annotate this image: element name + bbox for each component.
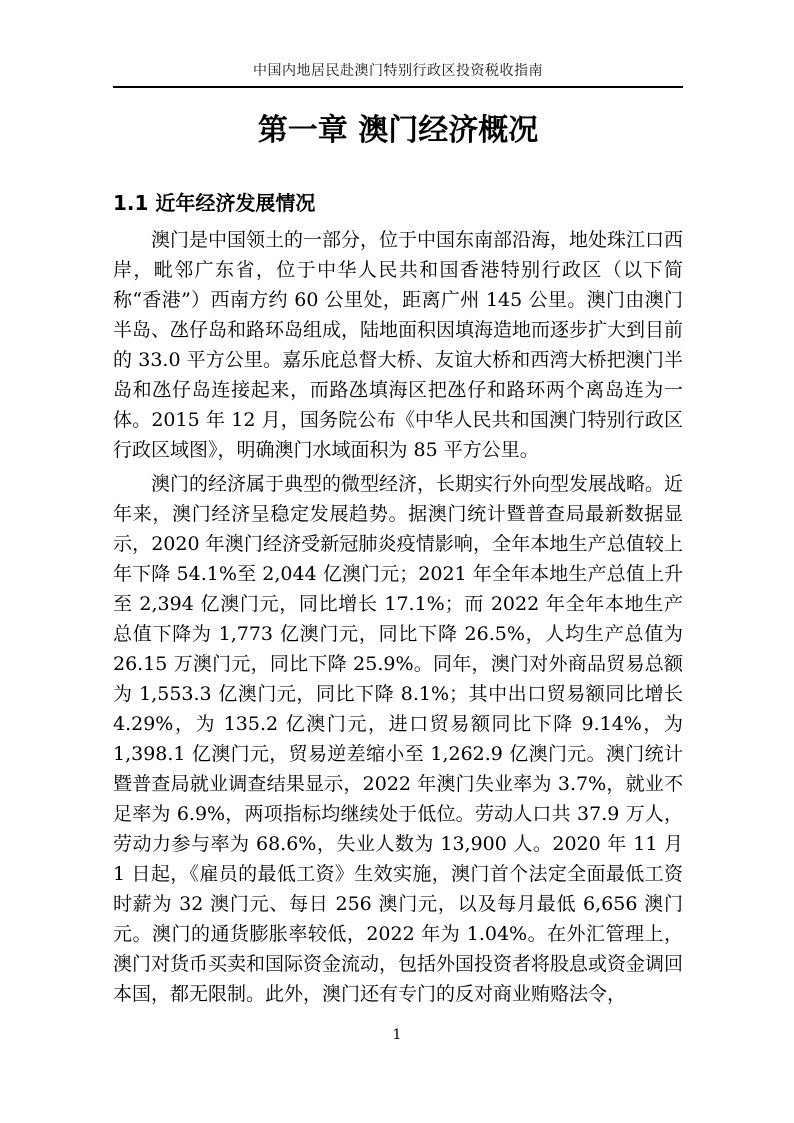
- paragraph-macau-geography: 澳门是中国领土的一部分，位于中国东南部沿海，地处珠江口西岸，毗邻广东省，位于中华人民共和国香港特别行政区（以下简称“香港”）西南方约 60 公里处，距离广州 145 公里。澳门由澳门半岛、氹仔岛和路环岛组成，陆地面积因填海造地而逐步扩大到目前的 33.0 平方公里。嘉乐庇总督大桥、友谊大桥和西湾大桥把澳门半岛和氹仔岛连接起来，而路氹填海区把氹仔和路环两个离岛连为一体。2015 年 12 月，国务院公布《中华人民共和国澳门特别行政区行政区域图》，明确澳门水域面积为 85 平方公里。: [113, 229, 684, 461]
- chapter-title: 第一章 澳门经济概况: [257, 113, 539, 148]
- paragraph-macau-economy: 澳门的经济属于典型的微型经济，长期实行外向型发展战略。近年来，澳门经济呈稳定发展趋势。据澳门统计暨普查局最新数据显示，2020 年澳门经济受新冠肺炎疫情影响，全年本地生产总值较上年下降 54.1%至 2,044 亿澳门元；2021 年全年本地生产总值上升至 2,394 亿澳门元，同比增长 17.1%；而 2022 年全年本地生产总值下降为 1,773 亿澳门元，同比下降 26.5%，人均生产总值为 26.15 万澳门元，同比下降 25.9%。同年，澳门对外商品贸易总额为 1,553.3 亿澳门元，同比下降 8.1%；其中出口贸易额同比增长 4.29%，为 135.2 亿澳门元，进口贸易额同比下降 9.14%，为 1,398.1 亿澳门元，贸易逆差缩小至 1,262.9 亿澳门元。澳门统计暨普查局就业调查结果显示，2022 年澳门失业率为 3.7%，就业不足率为 6.9%，两项指标均继续处于低位。劳动人口共 37.9 万人，劳动力参与率为 68.6%，失业人数为 13,900 人。2020 年 11 月 1 日起，《雇员的最低工资》生效实施，澳门首个法定全面最低工资时薪为 32 澳门元、每日 256 澳门元，以及每月最低 6,656 澳门元。澳门的通货膨胀率较低，2022 年为 1.04%。在外汇管理上，澳门对货币买卖和国际资金流动，包括外国投资者将股息或资金调回本国，都无限制。此外，澳门还有专门的反对商业贿赂法令，: [113, 473, 684, 1005]
- running-header-title: 中国内地居民赴澳门特别行政区投资税收指南: [253, 63, 543, 79]
- page-content: [113, 0, 683, 1009]
- page-number: 1: [392, 1027, 402, 1043]
- page-footer: [0, 1026, 794, 1044]
- section-heading: 1.1 近年经济发展情况: [113, 191, 316, 215]
